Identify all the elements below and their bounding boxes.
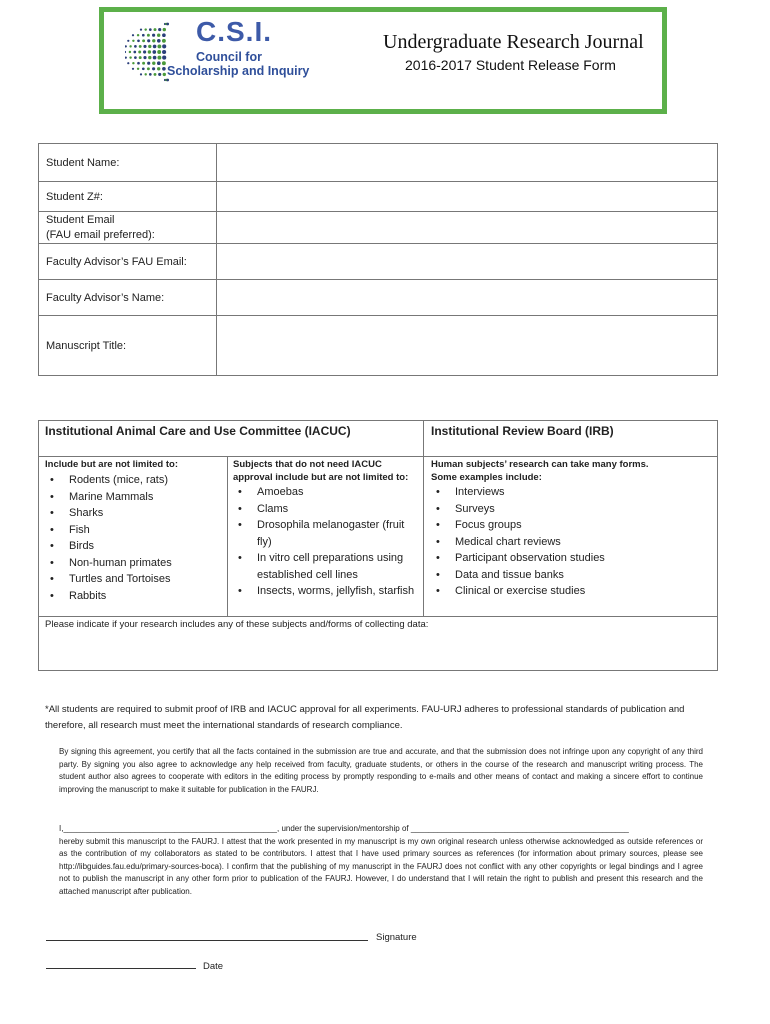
divider (38, 456, 718, 457)
advisor-name-field[interactable] (217, 280, 718, 316)
logo-dot (153, 45, 157, 49)
journal-title: Undergraduate Research Journal (383, 31, 644, 53)
logo-dot (129, 51, 131, 53)
list-item: • Birds (45, 538, 223, 555)
list-item: • Amoebas (233, 484, 419, 501)
compliance-note: *All students are required to submit proof of IRB and IACUC approval for all experiments. FAU-URJ adheres to professional standards of publication and therefore, all research must meet the international standards of research compliance. (45, 704, 685, 731)
student-name-label: Student Name: (39, 144, 217, 182)
logo-dot (152, 50, 156, 54)
manuscript-title-field[interactable] (217, 316, 718, 376)
logo-dot (162, 67, 166, 71)
logo-dot (157, 67, 160, 70)
col1-heading: Include but are not limited to: (45, 459, 178, 470)
logo-dot (132, 68, 134, 70)
signature-line[interactable] (46, 940, 368, 941)
logo-dot (162, 56, 166, 60)
logo-dot (132, 34, 134, 36)
logo-dot (157, 56, 161, 60)
agreement-paragraph: By signing this agreement, you certify that all the facts contained in the submission are true and accurate, and that the submission does not infringe upon any copyright of any third party. By signing you also agree to acknowledge any help received from faculty, graduate students, or others in the course of the research and manuscript writing process. The student author also agrees to cooperate with editors in the editing process by promptly responding to e-mails and other means of contact and making a sincere effort to continue improving the manuscript to make it suitable for publication in the FAURJ. (59, 747, 703, 794)
advisor-name-label: Faculty Advisor’s Name: (39, 280, 217, 316)
logo-dot (162, 44, 166, 48)
irb-heading: Institutional Review Board (IRB) (431, 424, 614, 438)
logo-dot (134, 45, 137, 48)
logo-sub-line-1: Council for (196, 50, 262, 64)
col3-heading-1: Human subjects’ research can take many forms. (431, 459, 649, 470)
irb-list (431, 484, 713, 600)
date-label: Date (203, 961, 224, 972)
list-item: • Turtles and Tortoises (45, 571, 223, 588)
col2-heading-1: Subjects that do not need IACUC (233, 459, 382, 470)
logo-dot (137, 62, 140, 65)
indicate-label: Please indicate if your research includes any of these subjects and/forms of collecting data: (45, 619, 429, 630)
list-item: • Marine Mammals (45, 489, 223, 506)
attestation-paragraph (59, 823, 703, 899)
logo-dot (149, 28, 152, 31)
signature-label: Signature (376, 932, 417, 943)
col2-heading-2: approval include but are not limited to: (233, 472, 409, 483)
logo-dot (142, 39, 145, 42)
logo-dot (139, 56, 142, 59)
logo-dot (158, 73, 161, 76)
form-title: 2016-2017 Student Release Form (405, 57, 616, 73)
logo-dot (139, 45, 142, 48)
divider (423, 420, 424, 617)
logo-dot (138, 51, 141, 54)
logo-dot (137, 68, 139, 70)
logo-dot (147, 39, 150, 42)
logo-dot (134, 56, 137, 59)
logo-dot (166, 23, 169, 26)
student-email-field[interactable] (217, 212, 718, 244)
student-email-label-line-1: Student Email (46, 213, 115, 226)
list-item: • Rabbits (45, 588, 223, 605)
logo-dot (144, 73, 146, 75)
logo-dot (152, 39, 155, 42)
logo-dot (158, 28, 161, 31)
student-info-table (38, 143, 718, 376)
logo-dot (143, 56, 146, 59)
logo-dot (149, 73, 152, 76)
logo-dot (127, 40, 129, 42)
logo-dot (129, 56, 131, 58)
list-item: • Insects, worms, jellyfish, starfish (233, 583, 419, 600)
logo-dot (142, 67, 145, 70)
student-z-label: Student Z#: (39, 182, 217, 212)
animals-list (45, 472, 223, 604)
list-item: • Medical chart reviews (431, 534, 713, 551)
logo-dot (142, 62, 145, 65)
manuscript-title-label: Manuscript Title: (39, 316, 217, 376)
indicate-field[interactable] (39, 633, 717, 670)
divider (227, 456, 228, 617)
advisor-email-label: Faculty Advisor’s FAU Email: (39, 244, 217, 280)
logo-dot (152, 62, 155, 65)
logo-dot (162, 50, 166, 54)
logo-dot (125, 57, 127, 59)
list-item: • Non-human primates (45, 555, 223, 572)
globe-logo-icon (125, 20, 171, 84)
logo-dot (125, 51, 126, 53)
list-item: • Participant observation studies (431, 550, 713, 567)
date-line[interactable] (46, 968, 196, 969)
iacuc-animals-column (45, 458, 223, 604)
divider (38, 616, 718, 617)
list-item: • Data and tissue banks (431, 567, 713, 584)
list-item: • In vitro cell preparations using established cell lines (233, 550, 419, 583)
logo-dot (132, 40, 134, 42)
iacuc-heading: Institutional Animal Care and Use Committee (IACUC) (45, 424, 351, 438)
list-item: • Fish (45, 522, 223, 539)
logo-title: C.S.I. (196, 16, 273, 47)
list-item: • Surveys (431, 501, 713, 518)
logo-dot (163, 28, 166, 31)
list-item: • Clinical or exercise studies (431, 583, 713, 600)
list-item: • Rodents (mice, rats) (45, 472, 223, 489)
logo-dot (144, 28, 146, 30)
list-item: • Focus groups (431, 517, 713, 534)
logo-dot (148, 50, 151, 53)
attestation-name-line: I,________________________________________________, under the supervision/mentorship of _________________________________________________ (59, 824, 629, 833)
logo-dot (157, 50, 161, 54)
logo-dot (154, 73, 157, 76)
advisor-email-field[interactable] (217, 244, 718, 280)
col3-heading-2: Some examples include: (431, 472, 542, 483)
logo-dot (148, 56, 151, 59)
logo-subtitle (167, 50, 309, 78)
student-name-field[interactable] (217, 144, 718, 182)
logo-dot (140, 73, 142, 75)
logo-dot (154, 28, 157, 31)
logo-dot (163, 73, 166, 76)
logo-dot (162, 33, 166, 37)
logo-dot (153, 56, 157, 60)
logo-dot (129, 45, 131, 47)
logo-dot (148, 45, 151, 48)
list-item: • Interviews (431, 484, 713, 501)
logo-dot (147, 34, 150, 37)
list-item: • Clams (233, 501, 419, 518)
logo-dot (137, 39, 140, 42)
logo-dot (133, 51, 136, 54)
logo-dot (157, 61, 161, 65)
logo-dot (125, 45, 127, 47)
student-z-field[interactable] (217, 182, 718, 212)
list-item: • Sharks (45, 505, 223, 522)
student-email-label (39, 212, 217, 244)
non-iacuc-list (233, 484, 419, 600)
logo-dot (143, 45, 146, 48)
irb-examples-column (431, 458, 713, 600)
logo-dot (142, 34, 145, 37)
logo-dot (162, 61, 166, 65)
logo-dot (157, 44, 161, 48)
student-email-label-line-2: (FAU email preferred): (46, 228, 155, 241)
logo-dot (157, 39, 161, 43)
logo-dot (147, 62, 150, 65)
logo-dot (152, 67, 155, 70)
logo-dot (132, 62, 134, 64)
logo-dot (157, 34, 160, 37)
non-iacuc-subjects-column (233, 458, 419, 600)
logo-dot (166, 79, 169, 82)
logo-dot (127, 62, 129, 64)
logo-dot (137, 34, 139, 36)
logo-dot (140, 29, 142, 31)
logo-sub-line-2: Scholarship and Inquiry (167, 64, 310, 78)
logo-dot (143, 50, 146, 53)
attestation-text: hereby submit this manuscript to the FAURJ. I attest that the work presented in my manuscript is my own original research unless otherwise acknowledged as outside references or as the contribution of my collaborators as stated to be contributors. I attest that I have used primary sources as references (for information about primary sources, please see http://libguides.fau.edu/primary-sources-boca). I confirm that the publishing of my manuscript in the FAURJ does not conflict with any other copyrights or legal bindings and I agree not to publish the manuscript in any other form prior to publication of the FAURJ. However, I do understand that I will retain the right to publish and present this research and the attached manuscript after publication. (59, 836, 703, 896)
logo-dot (162, 39, 166, 43)
logo-dot (152, 34, 155, 37)
list-item: • Drosophila melanogaster (fruit fly) (233, 517, 419, 550)
logo-dot (147, 67, 150, 70)
